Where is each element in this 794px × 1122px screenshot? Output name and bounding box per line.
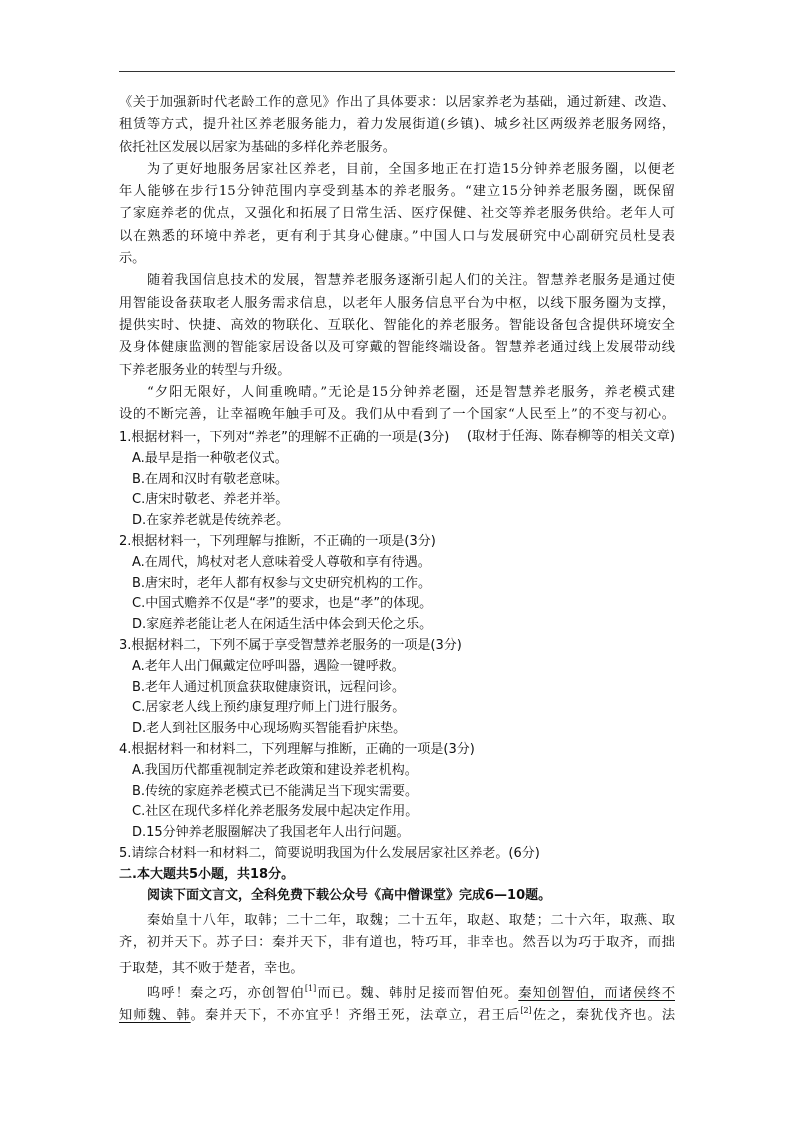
- classical-line: [119, 1005, 675, 1027]
- passage-line: 依托社区发展以居家为基础的多样化养老服务。: [119, 139, 396, 155]
- question-list: [119, 428, 675, 906]
- question-option: A.在周代，鸠杖对老人意味着受人尊敬和享有待遇。: [132, 554, 431, 570]
- footnote-marker: [2]: [520, 1005, 532, 1015]
- question-option: C.中国式赡养不仅是“孝”的要求，也是“孝”的体现。: [132, 596, 433, 612]
- question-option: D.老人到社区服务中心现场购买智能看护床垫。: [132, 721, 407, 737]
- question-stem: 2.根据材料一，下列理解与推断，不正确的一项是(3分): [119, 533, 436, 549]
- classical-line: [119, 983, 675, 1005]
- classical-line: 齐，初并天下。苏子曰：秦并天下，非有道也，特巧耳，非幸也。然吾以为巧于取齐，而拙: [119, 935, 675, 951]
- passage-line: 《关于加强新时代老龄工作的意见》作出了具体要求：以居家养老为基础，通过新建、改造、: [119, 95, 675, 110]
- passage-line: 年人能够在步行15分钟范围内享受到基本的养老服务。“建立15分钟养老服务圈，既保留: [119, 184, 675, 200]
- passage-line: 为了更好地服务居家社区养老，目前，全国多地正在打造15分钟养老服务圈，以便老: [147, 161, 675, 177]
- classical-passage: [119, 910, 675, 1027]
- passage-line: 随着我国信息技术的发展，智慧养老服务逐渐引起人们的关注。智慧养老服务是通过使: [147, 273, 675, 289]
- passage-line: 下养老服务业的转型与升级。: [119, 362, 291, 378]
- question-stem: 5.请综合材料一和材料二，简要说明我国为什么发展居家社区养老。(6分): [119, 845, 540, 861]
- passage-line: “夕阳无限好，人间重晚晴。”无论是15分钟养老圈，还是智慧养老服务，养老模式建: [147, 384, 675, 400]
- question-option: C.居家老人线上预约康复理疗师上门进行服务。: [132, 700, 406, 716]
- material-passage: [119, 92, 675, 449]
- passage-line: 以在熟悉的环境中养老，更有利于其身心健康。”中国人口与发展研究中心副研究员杜旻表: [119, 228, 675, 244]
- source-citation: (取材于任海、陈春柳等的相关文章): [466, 429, 675, 445]
- header-rule: [119, 71, 675, 72]
- passage-line: 用智能设备获取老人服务需求信息，以老年人服务信息平台为中枢，以线下服务圈为支撑，: [119, 295, 675, 311]
- question-option: B.传统的家庭养老模式已不能满足当下现实需要。: [132, 783, 419, 799]
- section-heading: 二.本大题共5小题，共18分。: [119, 866, 295, 882]
- underlined-sentence: 秦知创智伯，而诸侯终不: [518, 985, 675, 1001]
- question-option: D.家庭养老能让老人在闲适生活中体会到天伦之乐。: [132, 617, 433, 633]
- question-option: D.在家养老就是传统养老。: [132, 513, 290, 529]
- passage-line: 及身体健康监测的智能家居设备以及可穿戴的智能终端设备。智慧养老通过线上发展带动线: [119, 340, 675, 356]
- question-option: A.老年人出门佩戴定位呼叫器，遇险一键呼救。: [132, 658, 405, 674]
- question-stem: 3.根据材料二，下列不属于享受智慧养老服务的一项是(3分): [119, 637, 462, 653]
- passage-line: 了家庭养老的优点，又强化和拓展了日常生活、医疗保健、社交等养老服务供给。老年人可: [119, 206, 675, 222]
- footnote-marker: [1]: [304, 983, 317, 993]
- classical-text: 而已。魏、韩肘足接而智伯死。: [316, 985, 519, 1001]
- passage-line: 示。: [119, 251, 146, 267]
- underlined-sentence: 知师魏、韩: [119, 1007, 191, 1023]
- question-option: A.我国历代都重视制定养老政策和建设养老机构。: [132, 762, 418, 778]
- question-option: A.最早是指一种敬老仪式。: [132, 450, 288, 466]
- question-option: B.在周和汉时有敬老意味。: [132, 471, 289, 487]
- section-instruction: 阅读下面文言文，全科免费下载公众号《高中僧课堂》完成6—10题。: [147, 887, 552, 903]
- passage-line: 租赁等方式，提升社区养老服务能力，着力发展街道(乡镇)、城乡社区两级养老服务网络，: [119, 117, 675, 133]
- classical-line: 于取楚，其不败于楚者，幸也。: [119, 960, 304, 976]
- question-option: D.15分钟养老服圈解决了我国老年人出行问题。: [132, 825, 410, 841]
- question-option: C.唐宋时敬老、养老并举。: [132, 492, 289, 508]
- question-option: C.社区在现代多样化养老服务发展中起决定作用。: [132, 804, 419, 820]
- passage-line: 设的不断完善，让幸福晚年触手可及。我们从中看到了一个国家“人民至上”的不变与初心。: [119, 407, 675, 423]
- question-option: B.老年人通过机顶盒获取健康资讯，远程问诊。: [132, 679, 406, 695]
- question-stem: 1.根据材料一，下列对“养老”的理解不正确的一项是(3分): [119, 430, 450, 445]
- classical-text: 佐之，秦犹伐齐也。法: [531, 1007, 675, 1023]
- question-option: B.唐宋时，老年人都有权参与文史研究机构的工作。: [132, 575, 432, 591]
- classical-text: 。秦并天下，不亦宜乎！齐缗王死，法章立，君王后: [190, 1007, 521, 1023]
- question-stem: 4.根据材料一和材料二，下列理解与推断，正确的一项是(3分): [119, 741, 475, 757]
- classical-text: 呜呼！秦之巧，亦创智伯: [147, 985, 305, 1001]
- classical-line: 秦始皇十八年，取韩；二十二年，取魏；二十五年，取赵、取楚；二十六年，取燕、取: [147, 913, 675, 928]
- passage-line: 提供实时、快捷、高效的物联化、互联化、智能化的养老服务。智能设备包含提供环境安全: [119, 317, 675, 333]
